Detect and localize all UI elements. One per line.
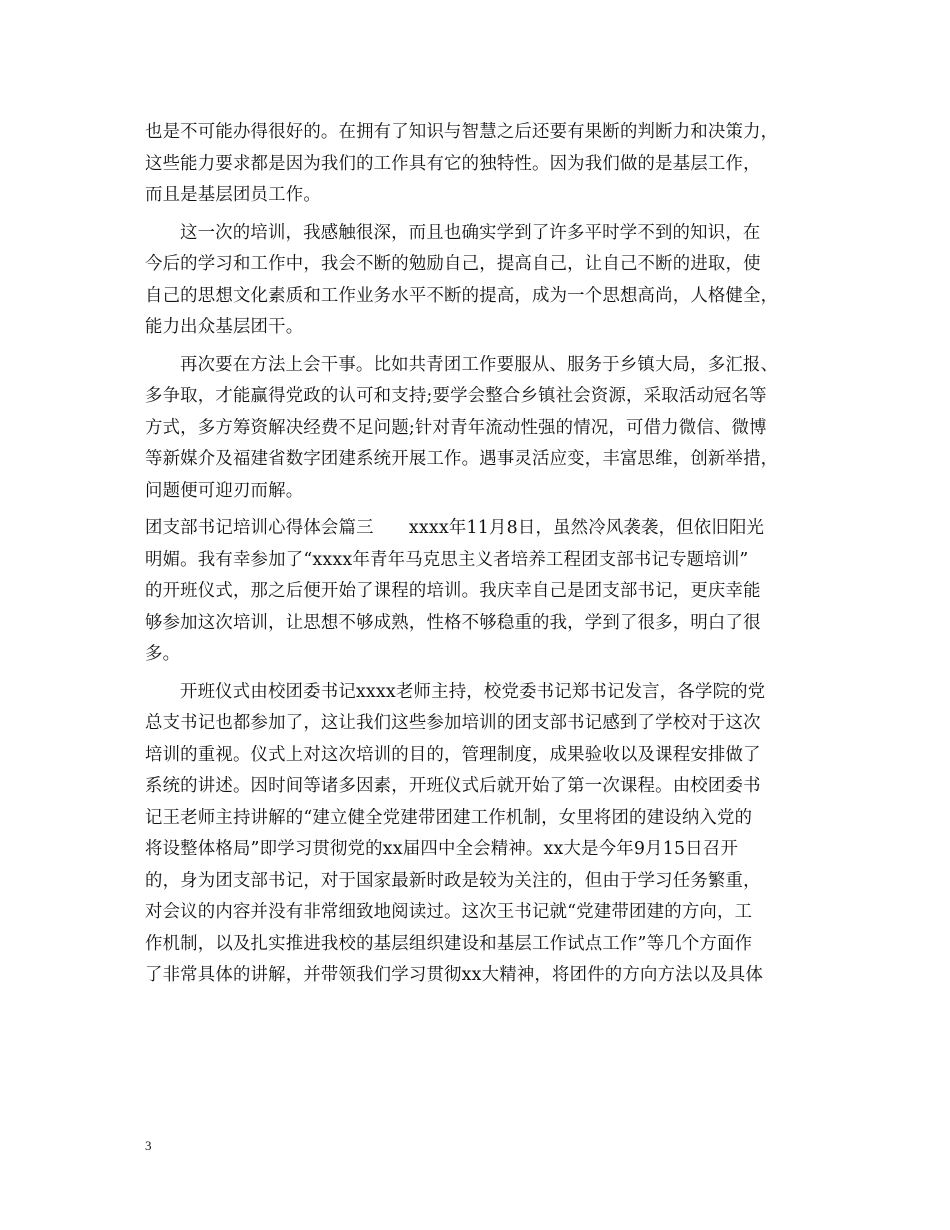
text-line: 这些能力要求都是因为我们的工作具有它的独特性。因为我们做的是基层工作， <box>145 153 761 174</box>
paragraph <box>145 218 830 344</box>
text-line: 明媚。我有幸参加了“xxxx年青年马克思主义者培养工程团支部书记专题培训” <box>145 549 749 570</box>
text-line: 系统的讲述。因时间等诸多因素，开班仪式后就开始了第一次课程。由校团委书 <box>145 776 761 796</box>
text-line: 的，身为团支部书记，对于国家最新时政是较为关注的，但由于学习任务繁重， <box>145 870 761 891</box>
text-line: 今后的学习和工作中，我会不断的勉励自己，提高自己，让自己不断的进取，使 <box>145 254 761 274</box>
text-line: 多。 <box>145 644 181 664</box>
text-line: 记王老师主持讲解的“建立健全党建带团建工作机制，女里将团的建设纳入党的 <box>145 807 753 828</box>
paragraph <box>145 677 830 992</box>
text-line: 这一次的培训，我感触很深，而且也确实学到了许多平时学不到的知识，在 <box>180 222 761 243</box>
text-line: 将设整体格局”即学习贯彻党的xx届四中全会精神。xx大是今年9月15日召开 <box>145 839 739 859</box>
text-line: 总支书记也都参加了，这让我们这些参加培训的团支部书记感到了学校对于这次 <box>145 713 761 733</box>
text-line: 开班仪式由校团委书记xxxx老师主持，校党委书记郑书记发言，各学院的党 <box>180 681 766 702</box>
text-line: 培训的重视。仪式上对这次培训的目的，管理制度，成果验收以及课程安排做了 <box>145 744 761 765</box>
text-line: 方式，多方筹资解决经费不足问题;针对青年流动性强的情况，可借力微信、微博 <box>145 417 767 438</box>
paragraph <box>145 513 830 671</box>
paragraph <box>145 350 830 508</box>
text-line: 再次要在方法上会干事。比如共青团工作要服从、服务于乡镇大局，多汇报、 <box>180 354 779 375</box>
text-line: 多争取，才能赢得党政的认可和支持;要学会整合乡镇社会资源，采取活动冠名等 <box>145 386 767 406</box>
text-line: 对会议的内容并没有非常细致地阅读过。这次王书记就“党建带团建的方向，工 <box>145 902 753 922</box>
document-body <box>145 117 830 992</box>
text-line: 团支部书记培训心得体会篇三 xxxx年11月8日，虽然冷风袭袭，但依旧阳光 <box>145 518 765 538</box>
text-line: 也是不可能办得很好的。在拥有了知识与智慧之后还要有果断的判断力和决策力， <box>145 122 779 142</box>
text-line: 作机制，以及扎实推进我校的基层组织建设和基层工作试点工作”等几个方面作 <box>145 933 753 954</box>
text-line: 问题便可迎刃而解。 <box>145 480 304 501</box>
text-line: 够参加这次培训，让思想不够成熟，性格不够稳重的我，学到了很多，明白了很 <box>145 612 761 633</box>
text-line: 自己的思想文化素质和工作业务水平不断的提高，成为一个思想高尚，人格健全， <box>145 285 779 306</box>
paragraph <box>145 117 830 212</box>
text-line: 等新媒介及福建省数字团建系统开展工作。遇事灵活应变，丰富思维，创新举措， <box>145 449 779 469</box>
text-line: 而且是基层团员工作。 <box>145 185 321 205</box>
text-line: 的开班仪式，那之后便开始了课程的培训。我庆幸自己是团支部书记，更庆幸能 <box>145 581 761 601</box>
page-number: 3 <box>145 1138 152 1153</box>
text-line: 能力出众基层团干。 <box>145 317 304 337</box>
text-line: 了非常具体的讲解，并带领我们学习贯彻xx大精神，将团件的方向方法以及具体 <box>145 965 764 985</box>
